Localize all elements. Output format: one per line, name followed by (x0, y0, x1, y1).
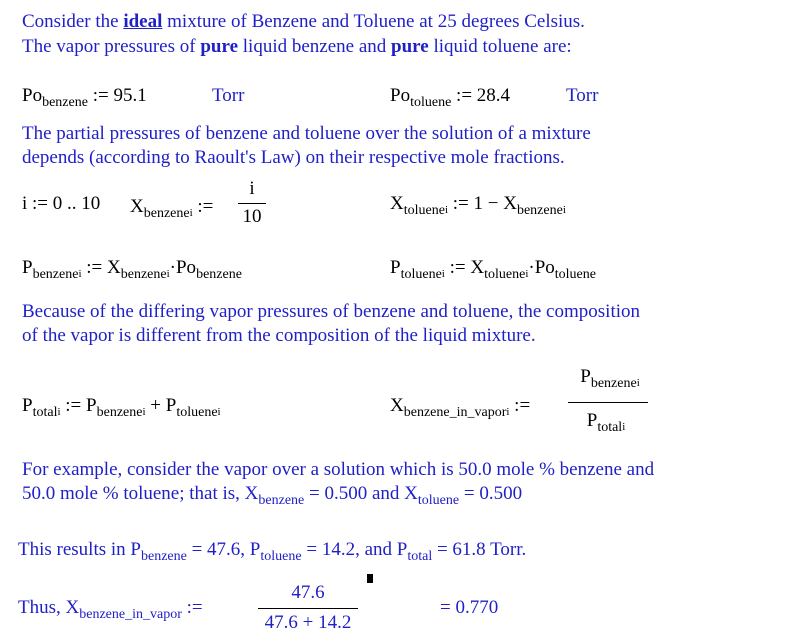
x-vapor-denominator: $P_{totali}$ (586, 410, 626, 435)
differ-line-1: Because of the differing vapor pressures of benzene and toluene, the composition (22, 301, 641, 322)
x-toluene-def: $X_{toluenei}$ := $1 - X_{benzenei}$ (390, 193, 566, 218)
example-line-2: 50.0 mole % toluene; that is, $X_{benzene} = 0.500$ and $X_{toluene} = 0.500$ (22, 483, 523, 508)
p-benzene-def: $P_{benzenei}$ := $X_{benzenei}\cdot Po_{benzene}$ (22, 257, 242, 282)
results-line: This results in $P_{benzene} = 47.6$, $P_{toluene} = 14.2$, and $P_{total} = 61.8$ Torr. (18, 539, 527, 564)
x-vapor-def: $X_{benzene\_in\_vapori}$ := (390, 395, 531, 420)
x-benzene-numerator: i (249, 178, 255, 199)
thus-numerator: 47.6 (291, 582, 325, 603)
cursor-mark (367, 574, 373, 583)
raoult-line-2: depends (according to Raoult's Law) on their respective mole fractions. (22, 147, 565, 168)
p-toluene-def: $P_{toluenei}$ := $X_{toluenei}\cdot Po_{toluene}$ (390, 257, 596, 282)
po-toluene-eq: $Po_{toluene}$ := 28.4 (390, 85, 511, 110)
thus-line: Thus, $X_{benzene\_in\_vapor}$ := (18, 597, 203, 622)
po-benzene-unit: Torr (212, 85, 245, 106)
fraction-bar (568, 402, 648, 403)
example-line-1: For example, consider the vapor over a solution which is 50.0 mole % benzene and (22, 459, 655, 480)
raoult-line-1: The partial pressures of benzene and toluene over the solution of a mixture (22, 123, 591, 144)
x-benzene-denominator: 10 (242, 206, 262, 227)
range-def: i := 0 .. 10 (22, 193, 101, 214)
fraction-bar (238, 203, 266, 204)
intro-line-2: The vapor pressures of pure liquid benzene and pure liquid toluene are: (22, 36, 572, 57)
x-vapor-numerator: $P_{benzenei}$ (580, 366, 640, 391)
po-benzene-eq: $Po_{benzene}$ := 95.1 (22, 85, 147, 110)
fraction-bar (258, 608, 358, 609)
p-total-def: $P_{totali}$ := $P_{benzenei} + P_{toluenei}$ (22, 395, 221, 420)
differ-line-2: of the vapor is different from the composition of the liquid mixture. (22, 325, 536, 346)
thus-result: = 0.770 (440, 597, 499, 618)
x-benzene-def: $X_{benzenei}$ := (130, 196, 214, 221)
intro-line-1: Consider the ideal mixture of Benzene and Toluene at 25 degrees Celsius. (22, 11, 585, 32)
po-toluene-unit: Torr (566, 85, 599, 106)
thus-denominator: 47.6 + 14.2 (264, 612, 352, 633)
